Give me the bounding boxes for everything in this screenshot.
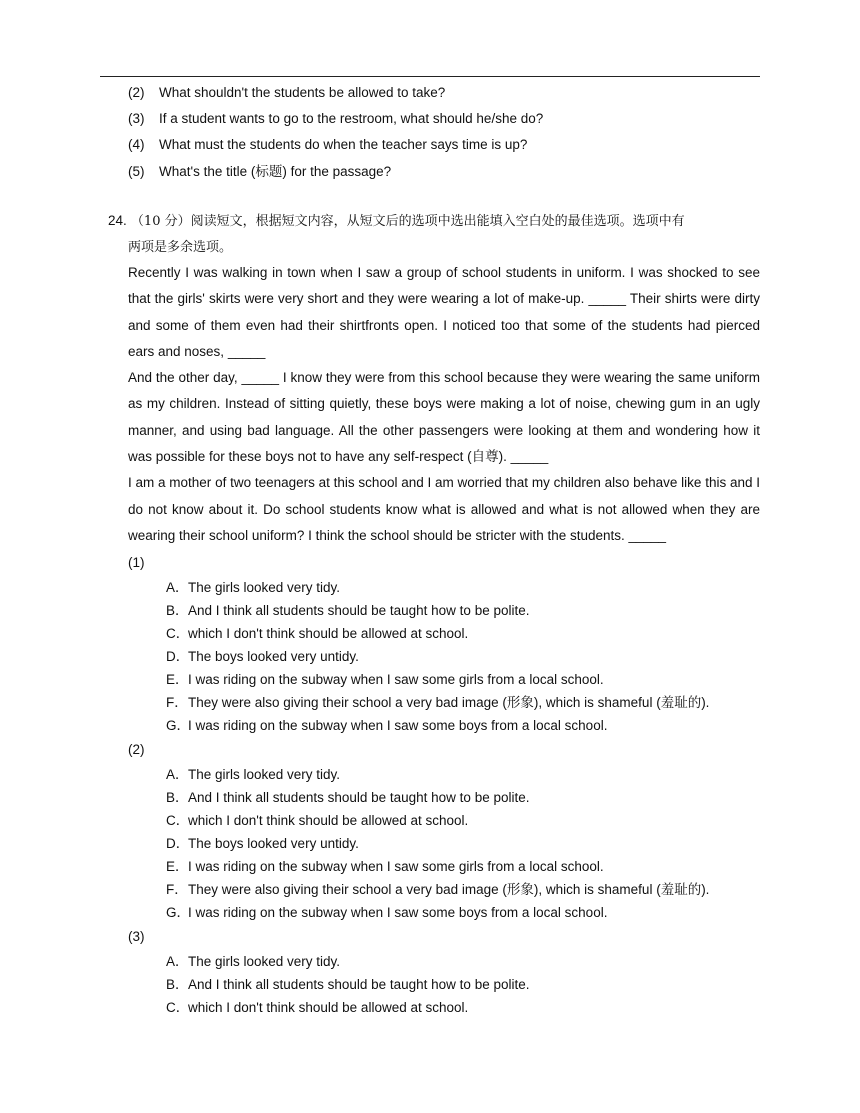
prev-question-2 bbox=[128, 83, 445, 103]
option-letter: B． bbox=[166, 977, 189, 992]
option-text: The boys looked very untidy. bbox=[188, 649, 359, 664]
option-text: The boys looked very untidy. bbox=[188, 836, 359, 851]
option-letter: G． bbox=[166, 718, 191, 733]
option-text: which I don't think should be allowed at school. bbox=[188, 626, 469, 641]
option-text: And I think all students should be taught how to be polite. bbox=[188, 977, 530, 992]
question-24-heading bbox=[108, 208, 760, 261]
question-text: What shouldn't the students be allowed to take? bbox=[159, 85, 446, 100]
passage-paragraph-2: And the other day, _____ I know they were from this school because they were wearing the same uniform as my children. Instead of sitting quietly, these boys were making a lot of noise, chewing gum in an ugly manner, and using bad language. All the other passengers were looking at them and wondering how it was possible for these boys not to have any self-respect (自尊). _____ bbox=[128, 370, 760, 465]
question-number: (2) bbox=[128, 85, 145, 100]
passage-paragraph-3: I am a mother of two teenagers at this school and I am worried that my children also behave like this and I do not know about it. Do school students know what is allowed and what is not allowed when they are wearing their school uniform? I think the school should be stricter with the students. _____ bbox=[128, 475, 760, 543]
question-number: (4) bbox=[128, 137, 145, 152]
option-letter: F． bbox=[166, 882, 188, 897]
option-2a bbox=[166, 765, 340, 785]
option-text: The girls looked very tidy. bbox=[188, 580, 341, 595]
option-3c bbox=[166, 998, 468, 1018]
instruction-line-1: （10 分）阅读短文，根据短文内容，从短文后的选项中选出能填入空白处的最佳选项。选项中有 bbox=[130, 214, 685, 229]
option-text: I was riding on the subway when I saw some girls from a local school. bbox=[188, 672, 604, 687]
option-1f bbox=[166, 693, 709, 713]
prev-question-3 bbox=[128, 109, 543, 129]
option-letter: E． bbox=[166, 672, 189, 687]
question-number: (3) bbox=[128, 111, 145, 126]
option-letter: D． bbox=[166, 649, 190, 664]
option-1d bbox=[166, 647, 359, 667]
option-text: I was riding on the subway when I saw some boys from a local school. bbox=[188, 718, 608, 733]
option-2f bbox=[166, 880, 709, 900]
option-letter: G． bbox=[166, 905, 191, 920]
option-2g bbox=[166, 903, 607, 923]
option-letter: F． bbox=[166, 695, 188, 710]
option-3a bbox=[166, 952, 340, 972]
option-letter: C． bbox=[166, 626, 190, 641]
instruction-line-2: 两项是多余选项。 bbox=[128, 240, 233, 255]
option-letter: A． bbox=[166, 954, 189, 969]
option-text: And I think all students should be taught how to be polite. bbox=[188, 790, 530, 805]
option-1e bbox=[166, 670, 604, 690]
option-text: And I think all students should be taught how to be polite. bbox=[188, 603, 530, 618]
option-letter: C． bbox=[166, 1000, 190, 1015]
sub-question-label-3: (3) bbox=[128, 929, 145, 944]
option-letter: C． bbox=[166, 813, 190, 828]
option-letter: E． bbox=[166, 859, 189, 874]
option-text: The girls looked very tidy. bbox=[188, 954, 341, 969]
option-text: I was riding on the subway when I saw some boys from a local school. bbox=[188, 905, 608, 920]
option-letter: D． bbox=[166, 836, 190, 851]
option-letter: A． bbox=[166, 767, 189, 782]
option-text: The girls looked very tidy. bbox=[188, 767, 341, 782]
option-1b bbox=[166, 601, 529, 621]
option-2e bbox=[166, 857, 604, 877]
option-text: They were also giving their school a very bad image (形象), which is shameful (羞耻的). bbox=[188, 882, 710, 897]
question-text: What must the students do when the teacher says time is up? bbox=[159, 137, 528, 152]
option-2c bbox=[166, 811, 468, 831]
option-3b bbox=[166, 975, 529, 995]
option-2d bbox=[166, 834, 359, 854]
question-number: (5) bbox=[128, 164, 145, 179]
option-text: which I don't think should be allowed at school. bbox=[188, 813, 469, 828]
option-letter: B． bbox=[166, 790, 189, 805]
option-1c bbox=[166, 624, 468, 644]
option-text: They were also giving their school a very bad image (形象), which is shameful (羞耻的). bbox=[188, 695, 710, 710]
question-text: What's the title (标题) for the passage? bbox=[159, 164, 392, 179]
option-text: I was riding on the subway when I saw some girls from a local school. bbox=[188, 859, 604, 874]
question-number: 24. bbox=[108, 213, 127, 228]
option-text: which I don't think should be allowed at school. bbox=[188, 1000, 469, 1015]
option-1a bbox=[166, 578, 340, 598]
prev-question-4 bbox=[128, 135, 527, 155]
question-text: If a student wants to go to the restroom, what should he/she do? bbox=[159, 111, 544, 126]
option-2b bbox=[166, 788, 529, 808]
header-rule bbox=[100, 76, 760, 77]
reading-passage bbox=[128, 260, 760, 549]
prev-question-5 bbox=[128, 162, 391, 182]
option-1g bbox=[166, 716, 607, 736]
sub-question-label-2: (2) bbox=[128, 742, 145, 757]
option-letter: B． bbox=[166, 603, 189, 618]
sub-question-label-1: (1) bbox=[128, 555, 145, 570]
option-letter: A． bbox=[166, 580, 189, 595]
passage-paragraph-1: Recently I was walking in town when I saw a group of school students in uniform. I was shocked to see that the girls' skirts were very short and they were wearing a lot of make-up. _____ Their shirts were dirty and some of them even had their shirtfronts open. I noticed too that some of the students had pierced ears and noses, _____ bbox=[128, 265, 760, 359]
